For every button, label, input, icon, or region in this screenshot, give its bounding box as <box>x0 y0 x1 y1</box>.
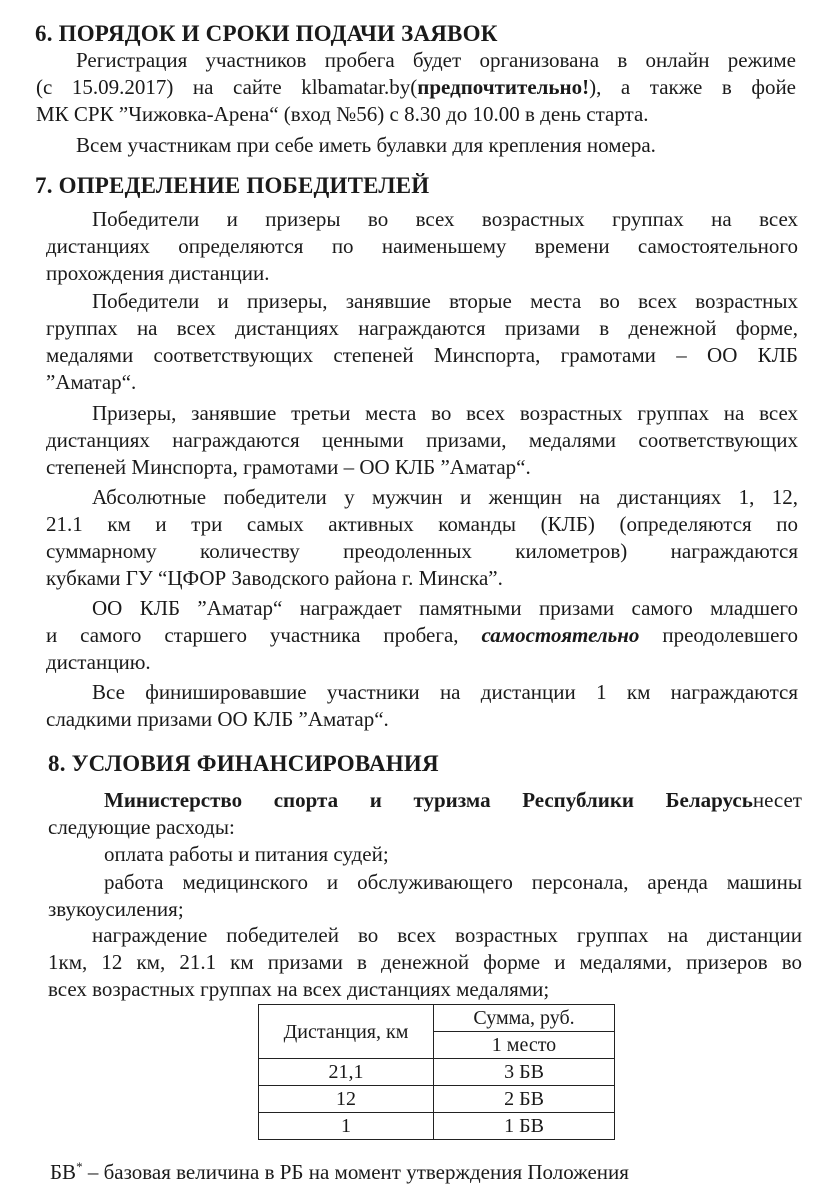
cell-distance: 12 <box>259 1086 434 1113</box>
s8-line-8: всех возрастных группах на всех дистанциях медалями; <box>48 977 550 1001</box>
s6-line-3: МК СРК ”Чижовка-Арена“ (вход №56) с 8.30 до 10.00 в день старта. <box>36 102 649 126</box>
s7-p1-line-1: Победители и призеры во всех возрастных группах на всех <box>92 207 798 231</box>
s7-p2-line-1: Победители и призеры, занявшие вторые места во всех возрастных <box>92 289 798 313</box>
s8-line-7: 1км, 12 км, 21.1 км призами в денежной форме и медалями, призеров во <box>48 950 802 974</box>
s7-p2-line-3: медалями соответствующих степеней Минспорта, грамотами – ОО КЛБ <box>46 343 798 367</box>
cell-distance: 21,1 <box>259 1059 434 1086</box>
section-8-title: 8. УСЛОВИЯ ФИНАНСИРОВАНИЯ <box>48 751 439 776</box>
s7-p5-line-1: ОО КЛБ ”Аматар“ награждает памятными призами самого младшего <box>92 596 798 620</box>
s7-p1-line-3: прохождения дистанции. <box>46 261 270 285</box>
table-row <box>259 1059 615 1086</box>
table-row <box>259 1113 615 1140</box>
header-sum: Сумма, руб. <box>434 1005 615 1032</box>
s7-p5-line-2: и самого старшего участника пробега, самостоятельно преодолевшего <box>46 623 798 647</box>
s8-line-3: оплата работы и питания судей; <box>104 842 389 866</box>
table-row <box>259 1086 615 1113</box>
s7-p3-line-3: степеней Минспорта, грамотами – ОО КЛБ ”Аматар“. <box>46 455 531 479</box>
header-place: 1 место <box>434 1032 615 1059</box>
cell-sum: 3 БВ <box>434 1059 615 1086</box>
s7-p2-line-2: группах на всех дистанциях награждаются призами в денежной форме, <box>46 316 798 340</box>
cell-sum: 1 БВ <box>434 1113 615 1140</box>
s8-line-5: звукоусиления; <box>48 897 184 921</box>
s7-p4-line-4: кубками ГУ “ЦФОР Заводского района г. Минска”. <box>46 566 503 590</box>
s8-line-1: Министерство спорта и туризма Республики Беларусьнесет <box>104 788 802 812</box>
s6-line-2: (с 15.09.2017) на сайте klbamatar.by(предпочтительно!), а также в фойе <box>36 75 796 99</box>
cell-sum: 2 БВ <box>434 1086 615 1113</box>
s7-p6-line-2: сладкими призами ОО КЛБ ”Аматар“. <box>46 707 389 731</box>
section-7-title: 7. ОПРЕДЕЛЕНИЕ ПОБЕДИТЕЛЕЙ <box>35 173 430 198</box>
s6-line-1: Регистрация участников пробега будет организована в онлайн режиме <box>76 48 796 72</box>
header-distance: Дистанция, км <box>259 1005 434 1059</box>
s7-p4-line-1: Абсолютные победители у мужчин и женщин на дистанциях 1, 12, <box>92 485 798 509</box>
s8-line-4: работа медицинского и обслуживающего персонала, аренда машины <box>104 870 802 894</box>
s8-line-2: следующие расходы: <box>48 815 235 839</box>
s6-line-4: Всем участникам при себе иметь булавки для крепления номера. <box>76 133 656 157</box>
s7-p2-line-4: ”Аматар“. <box>46 370 137 394</box>
s7-p1-line-2: дистанциях определяются по наименьшему времени самостоятельного <box>46 234 798 258</box>
s8-line-6: награждение победителей во всех возрастных группах на дистанции <box>92 923 802 947</box>
s7-p3-line-1: Призеры, занявшие третьи места во всех возрастных группах на всех <box>92 401 798 425</box>
s7-p3-line-2: дистанциях награждаются ценными призами, медалями соответствующих <box>46 428 798 452</box>
s7-p4-line-2: 21.1 км и три самых активных команды (КЛБ) (определяются по <box>46 512 798 536</box>
cell-distance: 1 <box>259 1113 434 1140</box>
prize-table <box>258 1004 615 1140</box>
s7-p6-line-1: Все финишировавшие участники на дистанции 1 км награждаются <box>92 680 798 704</box>
s7-p4-line-3: суммарному количеству преодоленных километров) награждаются <box>46 539 798 563</box>
footnote: БВ* – базовая величина в РБ на момент утверждения Положения <box>50 1159 629 1184</box>
s7-p5-line-3: дистанцию. <box>46 650 151 674</box>
table-header-row <box>259 1005 615 1032</box>
section-6-title: 6. ПОРЯДОК И СРОКИ ПОДАЧИ ЗАЯВОК <box>35 21 498 46</box>
